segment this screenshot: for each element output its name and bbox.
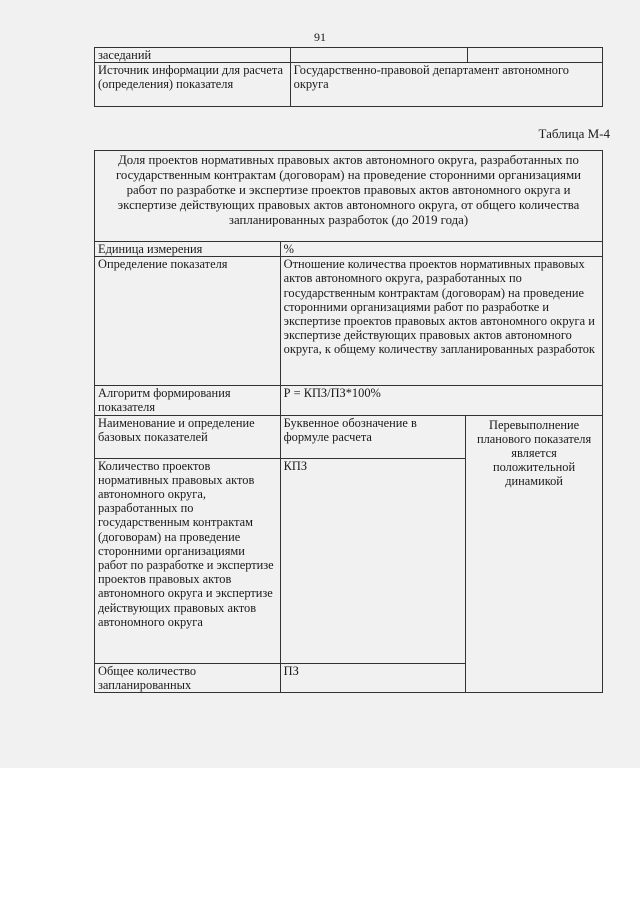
- row-kpz-name: Количество проектов нормативных правовых актов автономного округа, разработанных по государственным контрактам (договорам) на проведение сторонними организациями работ по разработке и экспертизе проектов правовых актов автономного округа и экспертизе действующих правовых актов автономного округа: [95, 458, 281, 663]
- title-row: [95, 151, 603, 242]
- table-row: [95, 415, 603, 458]
- table-row: [95, 48, 603, 63]
- base-header-symbol: Буквенное обозначение в формуле расчета: [280, 415, 466, 458]
- row-pz-name: Общее количество запланированных: [95, 663, 281, 692]
- source-value: Государственно-правовой департамент автономного округа: [290, 63, 602, 107]
- source-label: Источник информации для расчета (определения) показателя: [95, 63, 291, 107]
- table-cell: [290, 48, 468, 63]
- unit-value: %: [280, 242, 602, 257]
- table-cell: заседаний: [95, 48, 291, 63]
- row-pz-symbol: ПЗ: [280, 663, 466, 692]
- table-row: [95, 242, 603, 257]
- table-row: [95, 63, 603, 107]
- definition-value: Отношение количества проектов нормативных правовых актов автономного округа, разработанных по государственным контрактам (договорам) на проведение сторонними организациями работ по разработке и экспертизе проектов правовых актов автономного округа и экспертизе действующих правовых актов автономного округа, к общему количеству запланированных разработок: [280, 257, 602, 386]
- indicator-title: Доля проектов нормативных правовых актов автономного округа, разработанных по государственным контрактам (договорам) на проведение сторонними организациями работ по разработке и экспертизе проектов правовых актов автономного округа и экспертизе действующих правовых актов автономного округа, от общего количества запланированных разработок (до 2019 года): [95, 151, 603, 242]
- row-kpz-symbol: КПЗ: [280, 458, 466, 663]
- table-cell: [468, 48, 603, 63]
- unit-label: Единица измерения: [95, 242, 281, 257]
- algorithm-value: Р = КПЗ/ПЗ*100%: [280, 386, 602, 415]
- top-table: [94, 47, 603, 107]
- page-number: 91: [314, 30, 326, 44]
- table-row: [95, 386, 603, 415]
- table-row: [95, 257, 603, 386]
- table-caption: Таблица М-4: [538, 126, 610, 141]
- base-header-note: Перевыполнение планового показателя является положительной динамикой: [466, 415, 603, 692]
- definition-label: Определение показателя: [95, 257, 281, 386]
- indicator-table: [94, 150, 603, 693]
- base-header-name: Наименование и определение базовых показателей: [95, 415, 281, 458]
- algorithm-label: Алгоритм формирования показателя: [95, 386, 281, 415]
